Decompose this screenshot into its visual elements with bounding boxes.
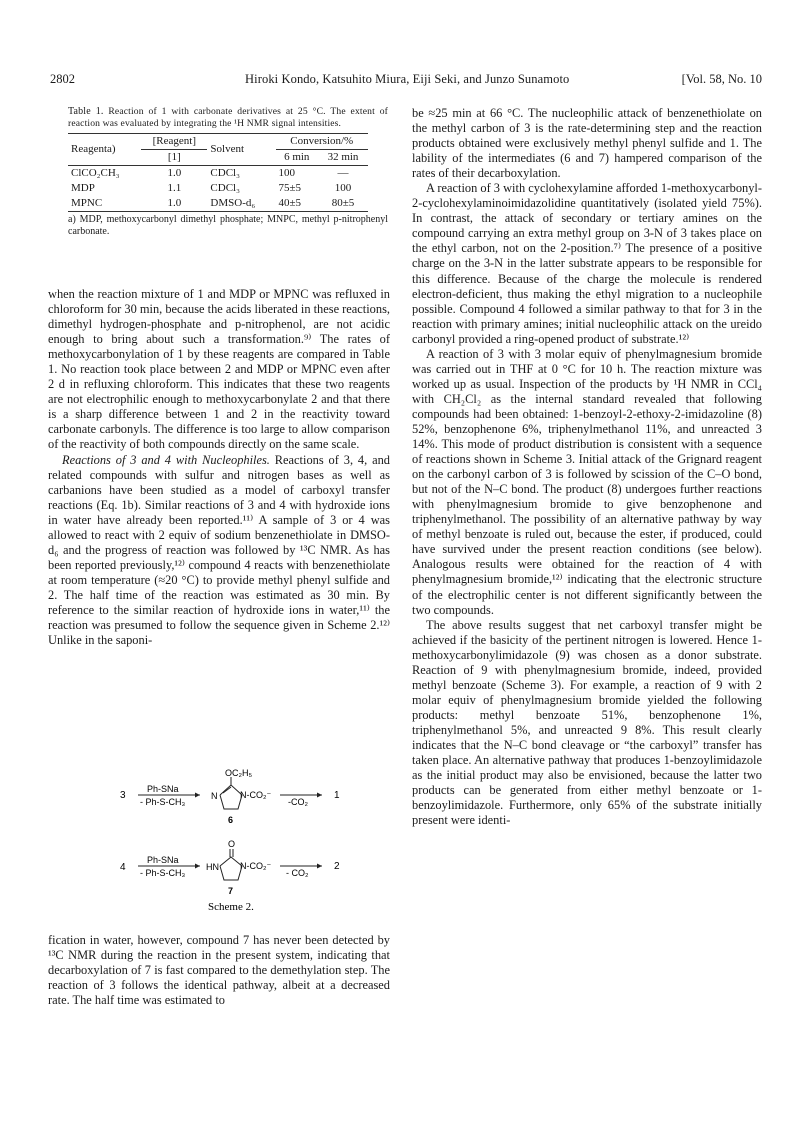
compound-7-label: 7 [228, 886, 234, 896]
cell-32min: 80±5 [331, 197, 355, 210]
arrowhead [317, 793, 322, 798]
scheme-caption: Scheme 2. [208, 901, 254, 913]
double-bond [223, 787, 231, 793]
cell-solvent: CDCl₃ [210, 182, 240, 195]
compound-2-label: 2 [334, 861, 340, 872]
table-caption-text: Reaction of 1 with carbonate derivatives at 25 °C. The extent of reaction was evaluated by integrating the ¹H NMR signal intensities. [68, 106, 389, 129]
ethoxy-group: OC₂H₅ [225, 768, 253, 778]
compound-6-label: 6 [228, 815, 234, 825]
cell-ratio: 1.0 [167, 167, 182, 180]
col-header-solvent: Solvent [210, 143, 245, 156]
paragraph: A reaction of 3 with cyclohexylamine afforded 1-methoxycarbonyl-2-cyclohexylaminoimidazolidine quantitatively (isolated yield 75%). In contrast, the attack of secondary or tertiary amines on the compound carrying an extra methyl group on 3-N of 3 takes place on the ethyl carbon, not on the 2-position.⁷⁾ The presence of a positive charge on the 3-N in the latter substrate appears to be responsible for this difference. Because of the charge the molecule is rendered electron-deficient, thus making the ethyl migration to a nucleophile possible. Compound 4 followed a similar pathway to that for 3 in the reaction with primary amines; initial nucleophilic attack on the ureido carbonyl provided a ring-opened product of substrate.¹²⁾ [412, 181, 762, 346]
table-row [68, 166, 368, 182]
right-column-text [412, 106, 762, 828]
col-header-6min: 6 min [284, 151, 310, 164]
section-paragraph [48, 453, 390, 649]
ring-nitrogen: N [211, 791, 218, 801]
reagent-label: Ph-SNa [147, 784, 179, 794]
cell-reagent: MPNC [71, 197, 103, 210]
cell-solvent: DMSO-d₆ [210, 197, 256, 210]
cell-ratio: 1.1 [167, 182, 182, 195]
table-caption [68, 106, 388, 130]
cell-ratio: 1.0 [167, 197, 182, 210]
table-1-block [68, 106, 388, 238]
cell-reagent: ClCO₂CH₃ [71, 167, 120, 180]
imidazoline-ring [220, 785, 242, 809]
left-column-text [48, 287, 390, 648]
page-number: 2802 [50, 72, 75, 86]
arrowhead [317, 864, 322, 869]
byproduct-label: - Ph-S-CH₃ [140, 868, 186, 878]
cell-6min: 75±5 [278, 182, 302, 195]
col-header-32min: 32 min [327, 151, 359, 164]
compound-4-label: 4 [120, 862, 126, 873]
table-row [68, 196, 368, 212]
cell-6min: 40±5 [278, 197, 302, 210]
paragraph: The above results suggest that net carboxyl transfer might be achieved if the basicity of the pertinent nitrogen is lowered. Hence 1-methoxycarbonylimidazole (9) was chosen as a donor substrate. Reaction of 9 with phenylmagnesium bromide, indeed, provided methyl benzoate (Scheme 3). For example, a reaction of 9 with 2 molar equiv of phenylmagnesium bromide yielded the following products: methyl benzoate 51%, benzophenone 1%, triphenylmethanol 5%, and unreacted 9 8%. This result clearly indicates that the N–C bond cleavage or “the carboxyl” transfer has taken place. An alternative pathway that produces 1-benzoylimidazole as the initial product may also be envisioned, because the latter two products can be generated from either methyl benzoate or 1-benzoylimidazole. Furthermore, only 65% of the substrate initially present were identi- [412, 617, 762, 828]
cell-32min: 100 [334, 182, 352, 195]
imidazolidinone-ring [220, 857, 242, 880]
paragraph: fication in water, however, compound 7 has never been detected by ¹³C NMR during the reaction in the present system, indicating that decarboxylation of 7 is fast compared to the demethylation step. The reaction of 3 follows the identical pathway, albeit at a decreased rate. The half time was estimated to [48, 933, 390, 1008]
author-line: Hiroki Kondo, Katsuhito Miura, Eiji Seki, and Junzo Sunamoto [245, 72, 570, 86]
table-label: Table 1. [68, 106, 104, 117]
running-header [50, 72, 762, 90]
section-heading: Reactions of 3 and 4 with Nucleophiles. [62, 452, 270, 467]
cell-32min: — [337, 167, 349, 180]
paragraph: when the reaction mixture of 1 and MDP or MPNC was refluxed in chloroform for 30 min, because the acids liberated in these reactions, dimethyl hydrogen-phosphate and p-nitrophenol, are not acidic enough to bring about such a transformation.⁹⁾ The rates of methoxycarbonylation of 1 by these reagents are compared in Table 1. No reaction took place between 2 and MDP or MPNC even after 2 d in refluxing chloroform. This indicates that these two reagents are not electrophilic enough to methoxycarbonylate 2 and that there is a sharp difference between 1 and 2 in the reactivity toward carbonate carbonyls. The difference is too large to allow comparison of the reactivity of both compounds directly on the same scale. [48, 287, 390, 452]
volume-info: [Vol. 58, No. 10 [681, 72, 762, 86]
left-column-continuation [48, 933, 390, 1008]
ring-nitrogen: HN [206, 862, 219, 872]
col-header-ratio-top: [Reagent] [141, 134, 207, 150]
byproduct-label: - Ph-S-CH₃ [140, 797, 186, 807]
reagent-label: Ph-SNa [147, 855, 179, 865]
paragraph: be ≈25 min at 66 °C. The nucleophilic attack of benzenethiolate on the methyl carbon of 3 is the rate-determining step and the reaction products obtained were exclusively methyl phenyl sulfide and 1. The lability of the intermediates (6 and 7) hampered comparison of the rates of their decarboxylation. [412, 106, 762, 181]
paragraph: A reaction of 3 with 3 molar equiv of phenylmagnesium bromide was carried out in THF at 0 °C for 10 h. The reaction mixture was worked up as usual. Inspection of the products by ¹H NMR in CCl₄ with CH₂Cl₂ as the internal standard revealed that following compounds had been obtained: 1-benzoyl-2-ethoxy-2-imidazoline (8) 52%, benzophenone 6%, triphenylmethanol 11%, and unreacted 3 14%. This mode of product distribution is consistent with a sequence of reactions shown in Scheme 3. Initial attack of the Grignard reagent on the carbonyl carbon of 3 is followed by scission of the C–O bond, but not of the N–C bond. The product (8) undergoes further reactions with phenylmagnesium bromide to give benzophenone and triphenylmethanol. The possibility of an alternative pathway by way of methyl benzoate is ruled out, because the ester, if produced, could have survived under the present reaction conditions (see below). Analogous results were obtained for the reaction of 4 with phenylmagnesium bromide,¹²⁾ indicating that the electronic structure of the electrophilic center is not different significantly between the two compounds. [412, 346, 762, 617]
table-row [68, 181, 368, 196]
compound-1-label: 1 [334, 790, 340, 801]
cell-6min: 100 [278, 167, 296, 180]
compound-3-label: 3 [120, 790, 126, 801]
arrowhead [195, 793, 200, 798]
col-header-ratio-bottom: [1] [167, 151, 181, 164]
col-header-reagent: Reagenta) [71, 143, 116, 156]
section-text: Reactions of 3, 4, and related compounds with sulfur and nitrogen bases as well as carbanions have been studied as a model of carboxyl transfer reactions (Eq. 1b). Similar reactions of 3 and 4 with hydroxide ions in water have already been reported.¹¹⁾ A sample of 3 or 4 was allowed to react with 2 equiv of sodium benzenethiolate in DMSO-d₆ and the progress of reaction was followed by ¹³C NMR. As has been reported previously,¹²⁾ compound 4 reacts with benzenethiolate at room temperature (≈20 °C) to provide methyl phenyl sulfide and 2. The half time of the reaction was estimated as 30 min. By reference to the similar reaction of hydroxide ions in water,¹¹⁾ the reaction was presumed to follow the sequence given in Scheme 2.¹²⁾ Unlike in the saponi- [48, 452, 390, 648]
co2-loss-label: -CO₂ [288, 797, 308, 807]
scheme-2 [110, 768, 370, 916]
cell-solvent: CDCl₃ [210, 167, 240, 180]
scheme-2-drawing [110, 768, 370, 916]
carbonyl-oxygen: O [228, 839, 236, 849]
cell-reagent: MDP [71, 182, 95, 195]
carboxylate-group: N-CO₂⁻ [240, 861, 272, 871]
col-header-conversion: Conversion/% [276, 134, 368, 150]
table-footnote: a) MDP, methoxycarbonyl dimethyl phosphate; MNPC, methyl p-nitrophenyl carbonate. [68, 214, 388, 238]
table-1 [68, 133, 368, 212]
co2-loss-label: - CO₂ [286, 868, 309, 878]
arrowhead [195, 864, 200, 869]
carboxylate-group: N-CO₂⁻ [240, 790, 272, 800]
